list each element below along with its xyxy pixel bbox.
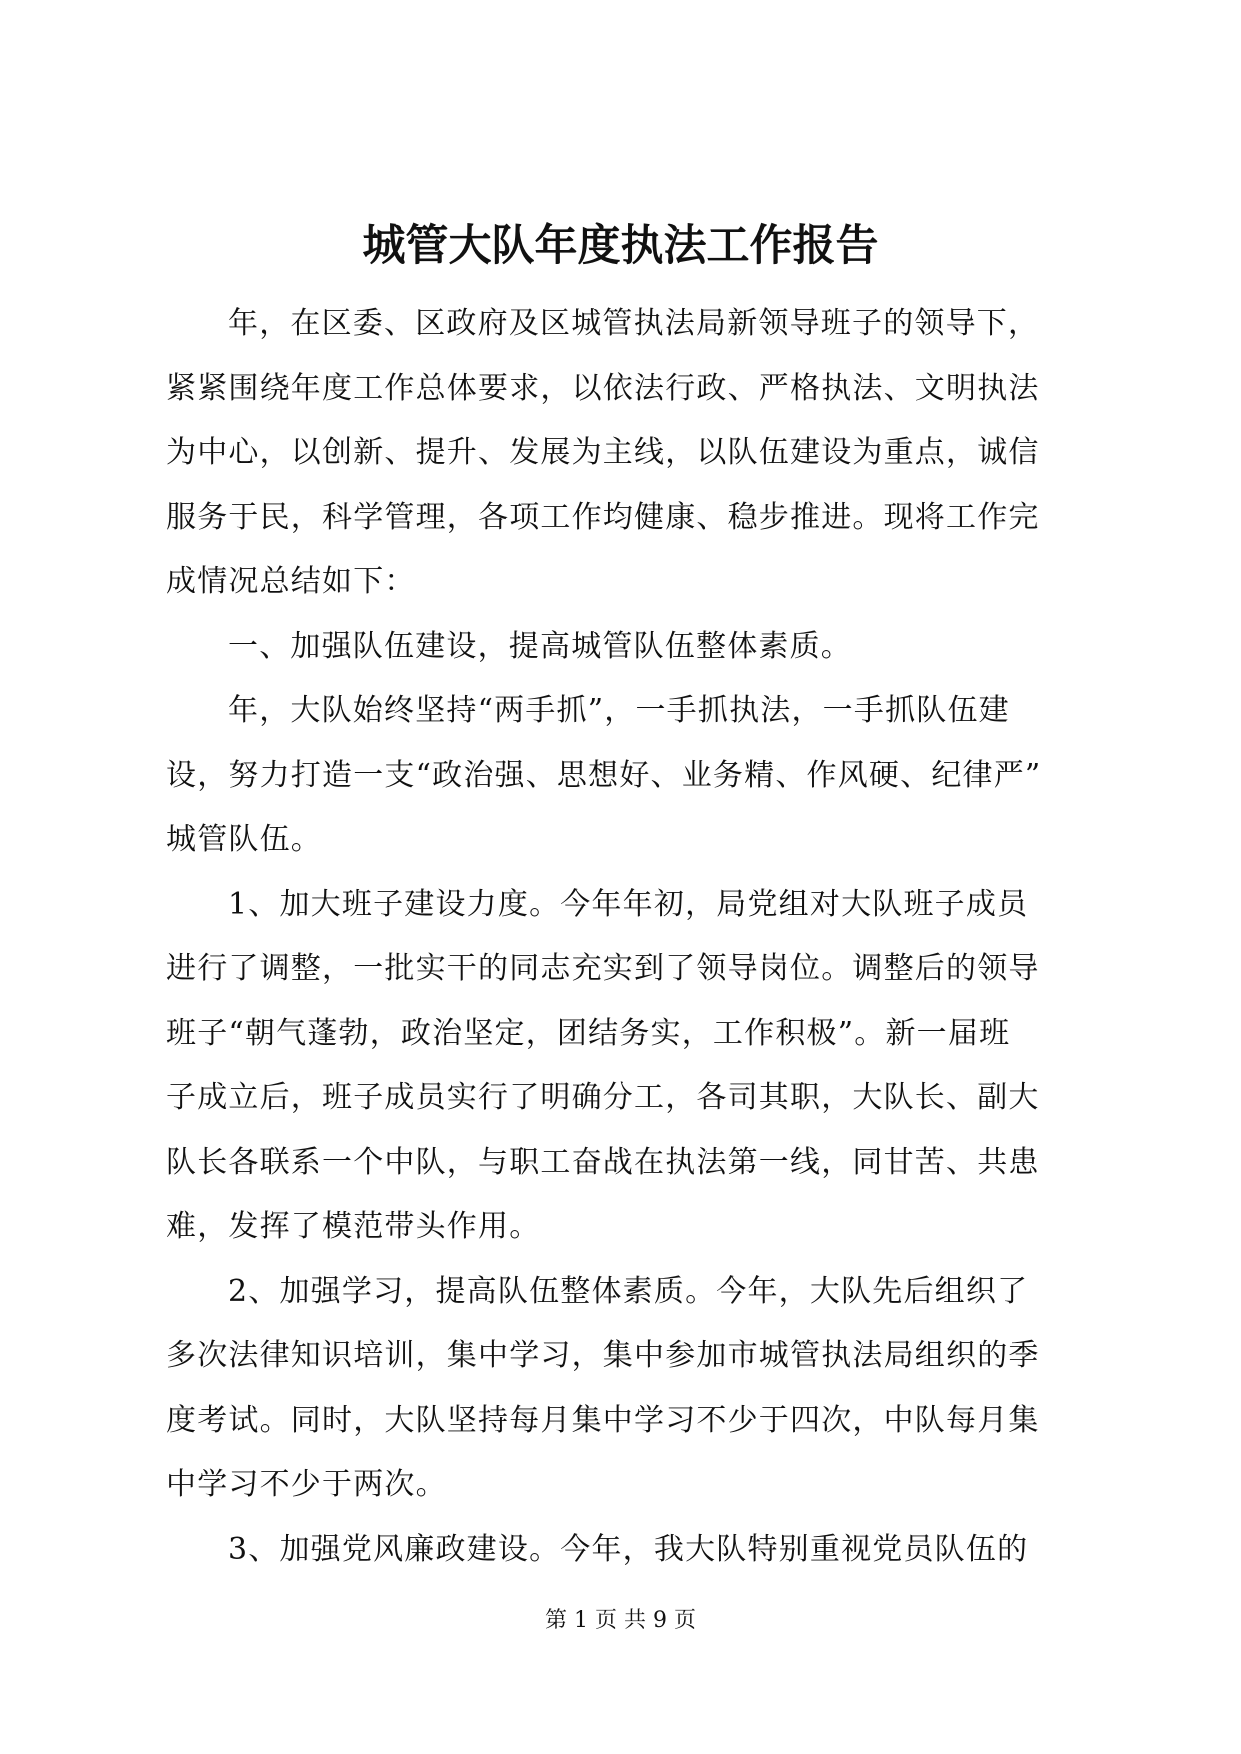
page-footer: 第 1 页 共 9 页 — [545, 1608, 696, 1633]
body-text-line: 中学习不少于两次。 — [166, 1467, 447, 1502]
body-text-line: 子成立后，班子成员实行了明确分工，各司其职，大队长、副大 — [166, 1080, 1040, 1115]
body-text-line: 城管队伍。 — [166, 822, 322, 857]
body-text-line: 2、加强学习，提高队伍整体素质。今年，大队先后组织了 — [228, 1273, 1029, 1309]
document-body — [166, 292, 1078, 1582]
body-text-line: 多次法律知识培训，集中学习，集中参加市城管执法局组织的季 — [166, 1338, 1040, 1373]
body-text-line: 1、加大班子建设力度。今年年初，局党组对大队班子成员 — [228, 886, 1029, 922]
body-text-line: 3、加强党风廉政建设。今年，我大队特别重视党员队伍的 — [228, 1531, 1029, 1567]
body-text-line: 为中心，以创新、提升、发展为主线，以队伍建设为重点，诚信 — [166, 435, 1040, 470]
body-text-line: 难，发挥了模范带头作用。 — [166, 1209, 541, 1244]
body-text-line: 进行了调整，一批实干的同志充实到了领导岗位。调整后的领导 — [166, 951, 1040, 986]
body-text-line: 年，在区委、区政府及区城管执法局新领导班子的领导下， — [228, 306, 1040, 341]
document-title: 城管大队年度执法工作报告 — [362, 221, 879, 271]
body-text-line: 度考试。同时，大队坚持每月集中学习不少于四次，中队每月集 — [166, 1402, 1040, 1438]
body-text-line: 服务于民，科学管理，各项工作均健康、稳步推进。现将工作完 — [166, 499, 1040, 535]
body-text-line: 年，大队始终坚持“两手抓”，一手抓执法，一手抓队伍建 — [228, 693, 1010, 728]
body-text-line: 成情况总结如下： — [166, 564, 416, 599]
body-text-line: 设，努力打造一支“政治强、思想好、业务精、作风硬、纪律严” — [166, 757, 1042, 793]
body-text-line: 队长各联系一个中队，与职工奋战在执法第一线，同甘苦、共患 — [166, 1144, 1040, 1180]
body-text-line: 紧紧围绕年度工作总体要求，以依法行政、严格执法、文明执法 — [166, 370, 1040, 406]
body-text-line: 一、加强队伍建设，提高城管队伍整体素质。 — [228, 628, 852, 664]
body-text-line: 班子“朝气蓬勃，政治坚定，团结务实，工作积极”。新一届班 — [166, 1015, 1011, 1051]
